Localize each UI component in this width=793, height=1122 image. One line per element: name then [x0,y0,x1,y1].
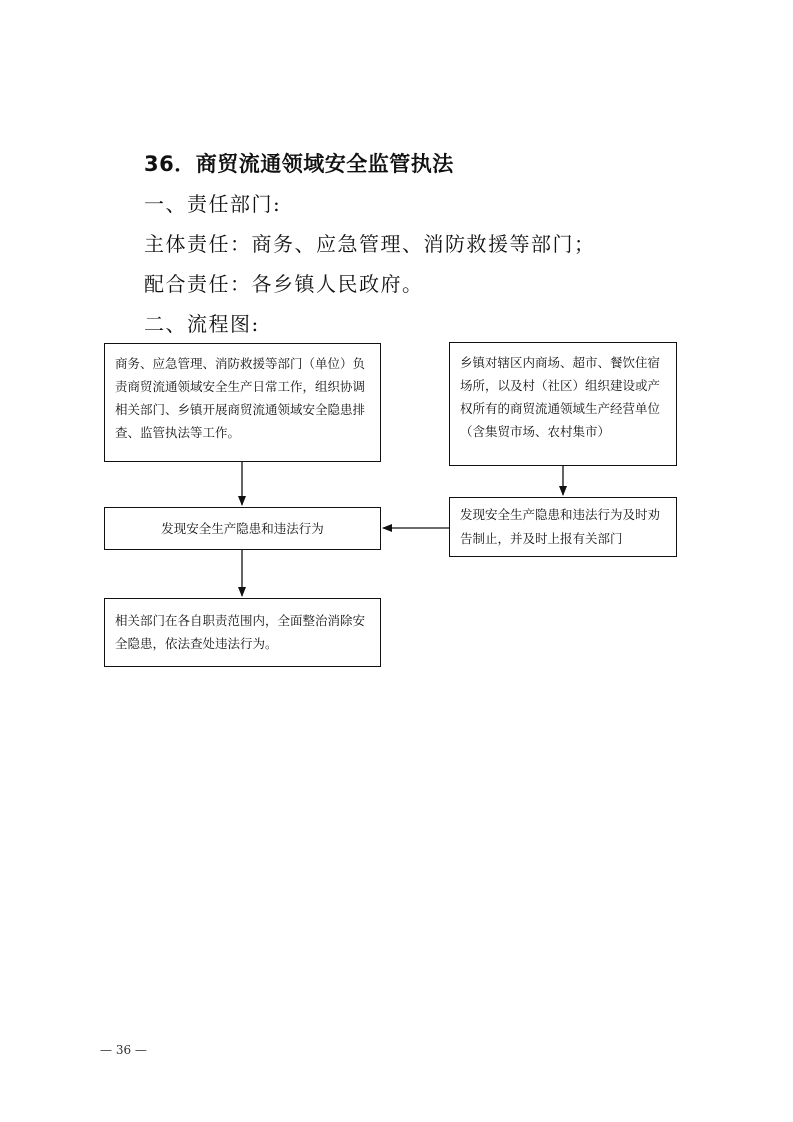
flowchart-box-left-top: 商务、应急管理、消防救援等部门（单位）负责商贸流通领域安全生产日常工作，组织协调相关部门、乡镇开展商贸流通领域安全隐患排查、监管执法等工作。 [104,343,381,462]
page-number: — 36 — [100,1043,147,1057]
main-responsibility: 主体责任：商务、应急管理、消防救援等部门； [144,232,596,256]
page-title: 36．商贸流通领域安全监管执法 [144,152,454,176]
flowchart-box-left-middle: 发现安全生产隐患和违法行为 [104,507,381,550]
flowchart-box-right-middle: 发现安全生产隐患和违法行为及时劝告制止，并及时上报有关部门 [449,497,677,557]
flowchart-box-right-top: 乡镇对辖区内商场、超市、餐饮住宿场所，以及村（社区）组织建设或产权所有的商贸流通领域生产经营单位（含集贸市场、农村集市） [449,342,677,466]
coop-responsibility: 配合责任：各乡镇人民政府。 [144,272,424,296]
section1-heading: 一、责任部门: [144,192,282,216]
flowchart-box-left-bottom: 相关部门在各自职责范围内，全面整治消除安全隐患，依法查处违法行为。 [104,598,381,667]
section2-heading: 二、流程图: [144,312,260,336]
